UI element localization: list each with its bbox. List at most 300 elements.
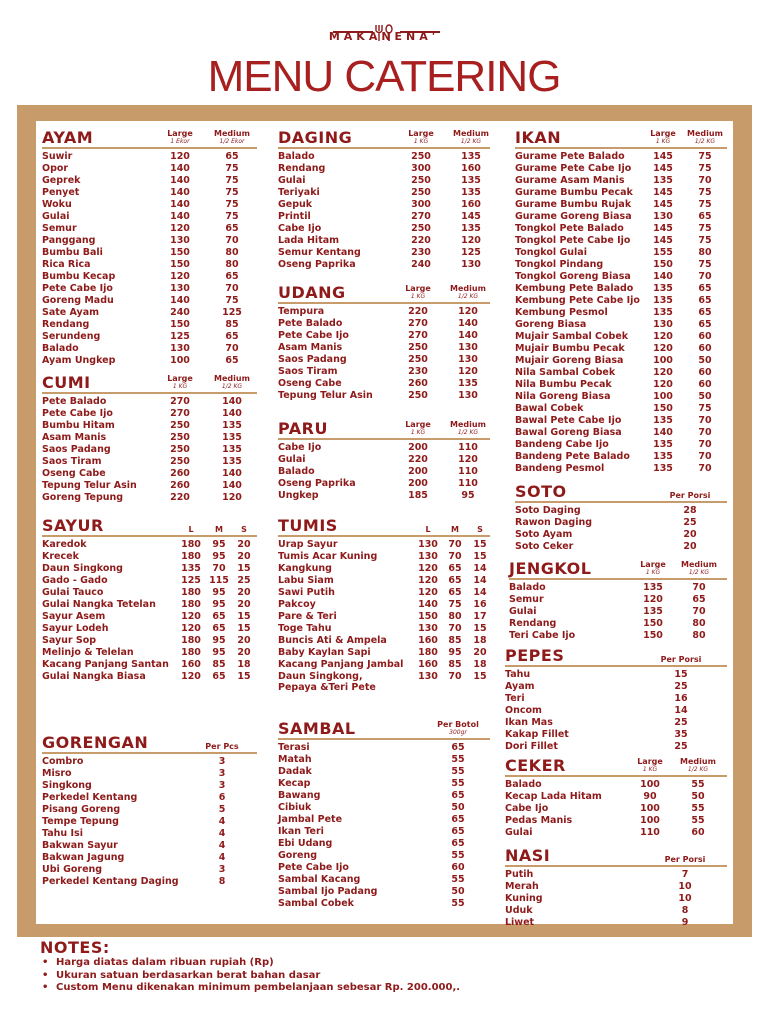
item-price: 150 [418, 611, 438, 622]
item-price: 95 [461, 490, 475, 501]
item-price: 65 [698, 211, 712, 222]
menu-item [278, 539, 490, 551]
column-header [393, 421, 443, 437]
item-price: 135 [461, 223, 481, 234]
item-price: 140 [458, 318, 478, 329]
menu-item [515, 175, 727, 187]
menu-item [278, 490, 490, 502]
column-unit: 1/2 KG [694, 138, 716, 145]
item-price: 65 [698, 283, 712, 294]
section-title: IKAN [515, 128, 562, 147]
item-name: Teri [505, 693, 525, 704]
item-name: Bawal Goreng Biasa [515, 427, 622, 438]
item-price: 150 [170, 247, 190, 258]
menu-item [515, 199, 727, 211]
item-name: Saos Padang [42, 444, 111, 455]
item-price: 60 [698, 367, 712, 378]
menu-item [505, 779, 727, 791]
item-name: Perkedel Kentang [42, 792, 138, 803]
item-price: 125 [222, 307, 242, 318]
menu-item [278, 366, 490, 378]
item-name: Gado - Gado [42, 575, 108, 586]
section-header [505, 755, 727, 777]
item-price: 50 [451, 802, 465, 813]
item-price: 140 [222, 396, 242, 407]
menu-item [42, 852, 257, 864]
item-price: 135 [653, 439, 673, 450]
item-price: 250 [170, 420, 190, 431]
item-name: Kakap Fillet [505, 729, 569, 740]
menu-item [505, 741, 727, 753]
item-price: 18 [473, 635, 487, 646]
item-price: 65 [698, 295, 712, 306]
section-title: GORENGAN [42, 733, 149, 752]
item-name: Sate Ayam [42, 307, 100, 318]
item-price: 10 [678, 893, 692, 904]
item-name: Terasi [278, 742, 310, 753]
item-name: Pete Balado [42, 396, 107, 407]
menu-item [505, 881, 727, 893]
menu-item [278, 151, 490, 163]
item-price: 100 [640, 803, 660, 814]
item-price: 130 [458, 390, 478, 401]
item-price: 250 [170, 444, 190, 455]
menu-item [515, 415, 727, 427]
item-price: 140 [170, 163, 190, 174]
item-name: Rendang [278, 163, 326, 174]
item-price: 70 [698, 463, 712, 474]
item-price: 150 [643, 630, 663, 641]
column-header [393, 285, 443, 301]
item-price: 150 [643, 618, 663, 629]
item-price: 65 [451, 814, 465, 825]
item-name: Misro [42, 768, 72, 779]
item-price: 95 [212, 551, 226, 562]
column-unit: 1/2 KG [221, 383, 243, 390]
item-name: Teriyaki [278, 187, 320, 198]
item-price: 135 [653, 283, 673, 294]
item-price: 70 [448, 551, 462, 562]
item-price: 75 [698, 223, 712, 234]
item-name: Ayam Ungkep [42, 355, 116, 366]
item-price: 110 [458, 466, 478, 477]
section-header [278, 515, 490, 537]
section-title: CUMI [42, 373, 91, 392]
item-price: 15 [237, 671, 251, 682]
item-name: Nila Goreng Biasa [515, 391, 611, 402]
section-paru [278, 418, 490, 502]
item-name: Semur [509, 594, 544, 605]
item-price: 10 [678, 881, 692, 892]
item-name: Liwet [505, 917, 535, 928]
item-name: Gulai Tauco [42, 587, 104, 598]
item-name: Nila Bumbu Pecak [515, 379, 612, 390]
menu-item [515, 517, 727, 529]
menu-item [42, 876, 257, 888]
item-name: Sayur Asem [42, 611, 106, 622]
menu-item [505, 803, 727, 815]
menu-item [278, 390, 490, 402]
menu-item [42, 551, 257, 563]
menu-item [515, 379, 727, 391]
item-price: 145 [653, 223, 673, 234]
menu-item [278, 599, 490, 611]
column-unit: 300gr [449, 729, 467, 736]
menu-item [278, 611, 490, 623]
column-label: S [241, 525, 247, 534]
menu-item [505, 717, 727, 729]
item-name: Tumis Acar Kuning [278, 551, 378, 562]
item-price: 180 [181, 647, 201, 658]
item-price: 230 [411, 247, 431, 258]
menu-item [515, 427, 727, 439]
note-item: • Custom Menu dikenakan minimum pembelanjaan sebesar Rp. 200.000,. [40, 982, 740, 995]
item-price: 160 [181, 659, 201, 670]
item-list [515, 149, 727, 475]
item-price: 85 [448, 635, 462, 646]
item-price: 135 [653, 307, 673, 318]
section-ikan [515, 127, 727, 475]
menu-item [515, 295, 727, 307]
item-name: Pete Cabe Ijo [278, 330, 349, 341]
menu-item [278, 587, 490, 599]
item-name: Asam Manis [278, 342, 343, 353]
item-list [42, 149, 257, 367]
column-label: Medium [450, 420, 486, 429]
menu-item [509, 582, 727, 594]
item-name: Sambal Ijo Padang [278, 886, 378, 897]
column-label: Large [650, 129, 676, 138]
item-name: Asam Manis [42, 432, 107, 443]
menu-item [42, 163, 257, 175]
menu-item [42, 635, 257, 647]
note-item: • Ukuran satuan berdasarkan berat bahan dasar [40, 970, 740, 983]
item-price: 110 [640, 827, 660, 838]
menu-item [278, 378, 490, 390]
item-price: 75 [225, 295, 239, 306]
item-name: Soto Ceker [515, 541, 574, 552]
item-price: 3 [218, 864, 226, 875]
item-price: 200 [408, 478, 428, 489]
item-price: 55 [451, 778, 465, 789]
item-price: 65 [212, 611, 226, 622]
item-name: Bawal Pete Cabe Ijo [515, 415, 622, 426]
menu-item [278, 826, 490, 838]
item-price: 130 [458, 342, 478, 353]
menu-item [42, 864, 257, 876]
item-price: 250 [411, 187, 431, 198]
item-price: 140 [653, 271, 673, 282]
item-name: Kembung Pete Balado [515, 283, 634, 294]
item-price: 140 [170, 199, 190, 210]
item-name: Pete Balado [278, 318, 343, 329]
item-price: 9 [681, 917, 689, 928]
item-price: 75 [698, 235, 712, 246]
menu-item [515, 283, 727, 295]
item-name: Kembung Pete Cabe Ijo [515, 295, 640, 306]
item-price: 65 [692, 594, 706, 605]
item-price: 35 [674, 729, 688, 740]
item-name: Sayur Sop [42, 635, 97, 646]
column-label: Medium [214, 129, 250, 138]
item-price: 60 [698, 343, 712, 354]
menu-item [515, 247, 727, 259]
menu-item [278, 330, 490, 342]
item-price: 15 [473, 623, 487, 634]
item-price: 250 [170, 432, 190, 443]
column-unit: 1 KG [410, 429, 426, 436]
menu-item [278, 259, 490, 271]
item-price: 250 [408, 342, 428, 353]
section-header [278, 127, 490, 149]
menu-item [278, 442, 490, 454]
item-price: 145 [653, 151, 673, 162]
item-price: 16 [674, 693, 688, 704]
item-price: 120 [458, 306, 478, 317]
notes-list [40, 957, 740, 995]
item-name: Perkedel Kentang Daging [42, 876, 179, 887]
column-header [680, 130, 730, 146]
section-title: SOTO [515, 482, 567, 501]
menu-item [278, 175, 490, 187]
item-name: Baby Kaylan Sapi [278, 647, 371, 658]
item-name: Gurame Pete Balado [515, 151, 625, 162]
item-name: Mujair Bumbu Pecak [515, 343, 625, 354]
item-name: Oseng Paprika [278, 478, 356, 489]
item-price: 160 [461, 199, 481, 210]
item-price: 250 [411, 175, 431, 186]
item-price: 150 [170, 259, 190, 270]
menu-item [505, 905, 727, 917]
item-price: 110 [458, 442, 478, 453]
menu-item [509, 606, 727, 618]
item-list [515, 503, 727, 553]
item-price: 120 [458, 454, 478, 465]
item-price: 270 [170, 396, 190, 407]
menu-item [278, 306, 490, 318]
menu-item [42, 756, 257, 768]
menu-item [278, 647, 490, 659]
menu-item [278, 754, 490, 766]
item-list [505, 867, 727, 929]
menu-item [505, 827, 727, 839]
column-label: Medium [680, 757, 716, 766]
menu-item [515, 307, 727, 319]
section-header [278, 718, 490, 740]
item-price: 145 [653, 187, 673, 198]
item-name: Ikan Mas [505, 717, 553, 728]
item-price: 20 [237, 551, 251, 562]
section-sambal [278, 718, 490, 910]
section-title: NASI [505, 846, 551, 865]
item-name: Balado [505, 779, 542, 790]
menu-item [278, 563, 490, 575]
item-name: Bakwan Jagung [42, 852, 125, 863]
menu-item [515, 463, 727, 475]
item-list [42, 754, 257, 888]
item-name: Tongkol Pete Balado [515, 223, 624, 234]
item-name: Urap Sayur [278, 539, 338, 550]
item-list [505, 777, 727, 839]
item-price: 120 [181, 671, 201, 682]
item-name: Geprek [42, 175, 81, 186]
column-header [673, 758, 723, 774]
menu-item [278, 886, 490, 898]
item-price: 135 [181, 563, 201, 574]
item-name: Sawi Putih [278, 587, 335, 598]
item-name: Bandeng Cabe Ijo [515, 439, 609, 450]
menu-item [42, 575, 257, 587]
item-price: 55 [691, 815, 705, 826]
item-name: Balado [278, 466, 315, 477]
item-price: 120 [181, 623, 201, 634]
item-price: 20 [237, 599, 251, 610]
menu-item [42, 768, 257, 780]
item-price: 115 [209, 575, 229, 586]
menu-item [505, 693, 727, 705]
item-list [505, 667, 727, 753]
item-price: 120 [181, 611, 201, 622]
menu-item [42, 599, 257, 611]
section-title: PARU [278, 419, 328, 438]
section-tumis [278, 515, 490, 694]
item-list [42, 394, 257, 504]
item-price: 135 [461, 175, 481, 186]
item-price: 180 [181, 551, 201, 562]
item-price: 28 [683, 505, 697, 516]
item-price: 15 [473, 671, 487, 682]
menu-item [42, 199, 257, 211]
item-price: 150 [170, 319, 190, 330]
menu-item [509, 594, 727, 606]
item-price: 25 [674, 717, 688, 728]
item-name: Gulai [505, 827, 533, 838]
item-name: Mujair Sambal Cobek [515, 331, 629, 342]
menu-item [278, 478, 490, 490]
menu-item [42, 840, 257, 852]
menu-item [515, 319, 727, 331]
item-price: 120 [170, 271, 190, 282]
menu-item [515, 259, 727, 271]
item-price: 60 [698, 379, 712, 390]
menu-item [42, 283, 257, 295]
section-sayur [42, 515, 257, 683]
item-name: Ungkep [278, 490, 319, 501]
item-price: 140 [458, 330, 478, 341]
item-price: 135 [653, 451, 673, 462]
item-price: 85 [448, 659, 462, 670]
item-price: 70 [225, 343, 239, 354]
item-name: Bakwan Sayur [42, 840, 118, 851]
page-title: MENU CATERING [207, 52, 561, 101]
menu-item [42, 235, 257, 247]
item-price: 75 [698, 259, 712, 270]
item-name: Cabe Ijo [278, 223, 322, 234]
item-price: 20 [237, 647, 251, 658]
item-price: 4 [218, 816, 226, 827]
item-name: Balado [509, 582, 546, 593]
item-price: 20 [237, 539, 251, 550]
item-name: Sambal Kacang [278, 874, 361, 885]
menu-item [42, 319, 257, 331]
item-name: Daun Singkong [42, 563, 123, 574]
item-name: Buncis Ati & Ampela [278, 635, 387, 646]
menu-item [278, 211, 490, 223]
item-price: 135 [653, 295, 673, 306]
column-unit: 1 Ekor [170, 138, 190, 145]
item-price: 85 [212, 659, 226, 670]
menu-item [278, 802, 490, 814]
column-unit: 1/2 KG [688, 569, 710, 576]
menu-item [42, 456, 257, 468]
item-price: 5 [218, 804, 226, 815]
item-price: 65 [698, 319, 712, 330]
column-label: Per Porsi [660, 655, 702, 664]
menu-item [505, 681, 727, 693]
menu-item [42, 408, 257, 420]
item-price: 135 [222, 432, 242, 443]
item-name: Rawon Daging [515, 517, 593, 528]
item-price: 20 [237, 635, 251, 646]
item-price: 250 [170, 456, 190, 467]
item-list [278, 740, 490, 910]
item-price: 140 [653, 427, 673, 438]
menu-item [278, 223, 490, 235]
item-price: 85 [225, 319, 239, 330]
item-price: 65 [212, 623, 226, 634]
menu-item [505, 815, 727, 827]
item-name: Gulai Nangka Biasa [42, 671, 146, 682]
item-name: Gulai Nangka Tetelan [42, 599, 156, 610]
item-price: 70 [225, 283, 239, 294]
item-price: 65 [225, 151, 239, 162]
section-header [42, 732, 257, 754]
item-name: Soto Daging [515, 505, 581, 516]
item-name: Bandeng Pete Balado [515, 451, 630, 462]
menu-item [515, 403, 727, 415]
item-price: 18 [237, 659, 251, 670]
item-price: 250 [411, 223, 431, 234]
item-name: Tongkol Pete Cabe Ijo [515, 235, 631, 246]
item-price: 8 [218, 876, 226, 887]
item-price: 75 [225, 187, 239, 198]
item-price: 145 [461, 211, 481, 222]
item-price: 120 [653, 331, 673, 342]
column-label: Large [405, 284, 431, 293]
menu-item [42, 355, 257, 367]
item-price: 80 [692, 630, 706, 641]
section-header [509, 558, 727, 580]
item-name: Kembung Pesmol [515, 307, 608, 318]
item-price: 75 [225, 199, 239, 210]
menu-item [42, 187, 257, 199]
item-price: 20 [683, 529, 697, 540]
item-name: Ayam [505, 681, 535, 692]
item-price: 220 [170, 492, 190, 503]
item-price: 65 [225, 331, 239, 342]
item-price: 130 [170, 283, 190, 294]
item-price: 185 [408, 490, 428, 501]
section-cumi [42, 372, 257, 504]
item-name: Bumbu Hitam [42, 420, 115, 431]
note-item: • Harga diatas dalam ribuan rupiah (Rp) [40, 957, 740, 970]
item-name: Rendang [42, 319, 90, 330]
item-name: Melinjo & Telelan [42, 647, 134, 658]
item-name: Goreng [278, 850, 318, 861]
item-price: 50 [698, 391, 712, 402]
column-header [446, 130, 496, 146]
item-name: Goreng Biasa [515, 319, 587, 330]
